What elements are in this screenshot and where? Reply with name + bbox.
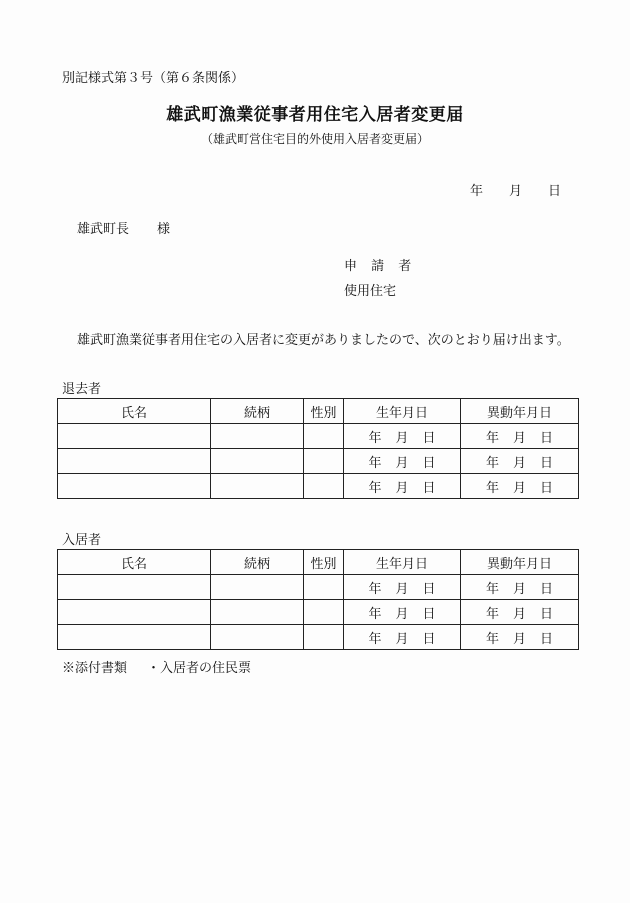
table-row [58,449,579,474]
attachments-label: ※添付書類 [62,661,128,676]
name-cell[interactable] [58,449,211,474]
date-day: 日 [548,184,562,199]
table-row [58,474,579,499]
birthdate-month-label: 月 [395,430,409,446]
birthdate-year-label: 年 [368,455,382,471]
column-header-name: 氏名 [58,399,211,424]
birthdate-day-label: 日 [422,631,436,647]
move-date-month-label: 月 [512,606,526,622]
column-header-move-date: 異動年月日 [461,399,579,424]
move-date-day-label: 日 [540,455,554,471]
birthdate-day-label: 日 [422,455,436,471]
birthdate-month-label: 月 [395,455,409,471]
relation-cell[interactable] [211,449,304,474]
addressee-honorific: 様 [157,222,171,237]
table-row [58,575,579,600]
birthdate-year-label: 年 [368,631,382,647]
document-subtitle: （雄武町営住宅目的外使用入居者変更届） [200,132,429,146]
name-cell[interactable] [58,474,211,499]
relation-cell[interactable] [211,625,304,650]
birthdate-cell[interactable] [344,449,461,474]
attachments-item: ・入居者の住民票 [147,661,252,676]
move-date-year-label: 年 [485,480,499,496]
birthdate-day-label: 日 [422,430,436,446]
relation-cell[interactable] [211,474,304,499]
move-date-cell[interactable] [461,474,579,499]
move-date-year-label: 年 [485,606,499,622]
birthdate-cell[interactable] [344,474,461,499]
column-header-name: 氏名 [58,550,211,575]
relation-cell[interactable] [211,600,304,625]
name-cell[interactable] [58,625,211,650]
name-cell[interactable] [58,424,211,449]
move-date-cell[interactable] [461,625,579,650]
column-header-relation: 続柄 [211,550,304,575]
date-line [470,180,561,199]
move-date-day-label: 日 [540,606,554,622]
move-date-month-label: 月 [512,631,526,647]
column-header-relation: 続柄 [211,399,304,424]
sex-cell[interactable] [304,449,344,474]
move-date-day-label: 日 [540,480,554,496]
column-header-birthdate: 生年月日 [344,399,461,424]
outgoing-table [57,398,579,499]
move-date-day-label: 日 [540,581,554,597]
move-date-month-label: 月 [512,455,526,471]
birthdate-year-label: 年 [368,430,382,446]
addressee-name: 雄武町長 [77,222,130,237]
date-month: 月 [509,184,523,199]
move-date-day-label: 日 [540,430,554,446]
addressee [77,218,170,237]
move-date-month-label: 月 [512,430,526,446]
incoming-table [57,549,579,650]
move-date-month-label: 月 [512,480,526,496]
relation-cell[interactable] [211,424,304,449]
column-header-move-date: 異動年月日 [461,550,579,575]
move-date-cell[interactable] [461,424,579,449]
birthdate-month-label: 月 [395,581,409,597]
birthdate-day-label: 日 [422,606,436,622]
residence-label: 使用住宅 [344,284,397,299]
document-title: 雄武町漁業従事者用住宅入居者変更届 [166,105,464,125]
birthdate-month-label: 月 [395,606,409,622]
table-header-row [58,399,579,424]
relation-cell[interactable] [211,575,304,600]
name-cell[interactable] [58,575,211,600]
birthdate-day-label: 日 [422,581,436,597]
table-row [58,600,579,625]
applicant-label: 申 請 者 [344,259,417,274]
move-date-month-label: 月 [512,581,526,597]
birthdate-month-label: 月 [395,480,409,496]
column-header-sex: 性別 [304,399,344,424]
birthdate-year-label: 年 [368,606,382,622]
move-date-cell[interactable] [461,449,579,474]
birthdate-cell[interactable] [344,424,461,449]
body-text: 雄武町漁業従事者用住宅の入居者に変更がありましたので、次のとおり届け出ます。 [77,333,570,348]
sex-cell[interactable] [304,575,344,600]
move-date-year-label: 年 [485,631,499,647]
outgoing-section-label: 退去者 [62,382,102,397]
sex-cell[interactable] [304,424,344,449]
sex-cell[interactable] [304,625,344,650]
table-row [58,424,579,449]
move-date-cell[interactable] [461,575,579,600]
birthdate-cell[interactable] [344,575,461,600]
column-header-sex: 性別 [304,550,344,575]
move-date-day-label: 日 [540,631,554,647]
birthdate-day-label: 日 [422,480,436,496]
birthdate-cell[interactable] [344,625,461,650]
incoming-section-label: 入居者 [62,533,102,548]
sex-cell[interactable] [304,600,344,625]
move-date-year-label: 年 [485,581,499,597]
birthdate-month-label: 月 [395,631,409,647]
column-header-birthdate: 生年月日 [344,550,461,575]
sex-cell[interactable] [304,474,344,499]
attachments-note [62,657,251,676]
table-header-row [58,550,579,575]
birthdate-cell[interactable] [344,600,461,625]
form-reference: 別記様式第３号（第６条関係） [62,71,245,86]
name-cell[interactable] [58,600,211,625]
move-date-year-label: 年 [485,430,499,446]
table-row [58,625,579,650]
date-year: 年 [470,184,484,199]
birthdate-year-label: 年 [368,480,382,496]
birthdate-year-label: 年 [368,581,382,597]
move-date-cell[interactable] [461,600,579,625]
move-date-year-label: 年 [485,455,499,471]
